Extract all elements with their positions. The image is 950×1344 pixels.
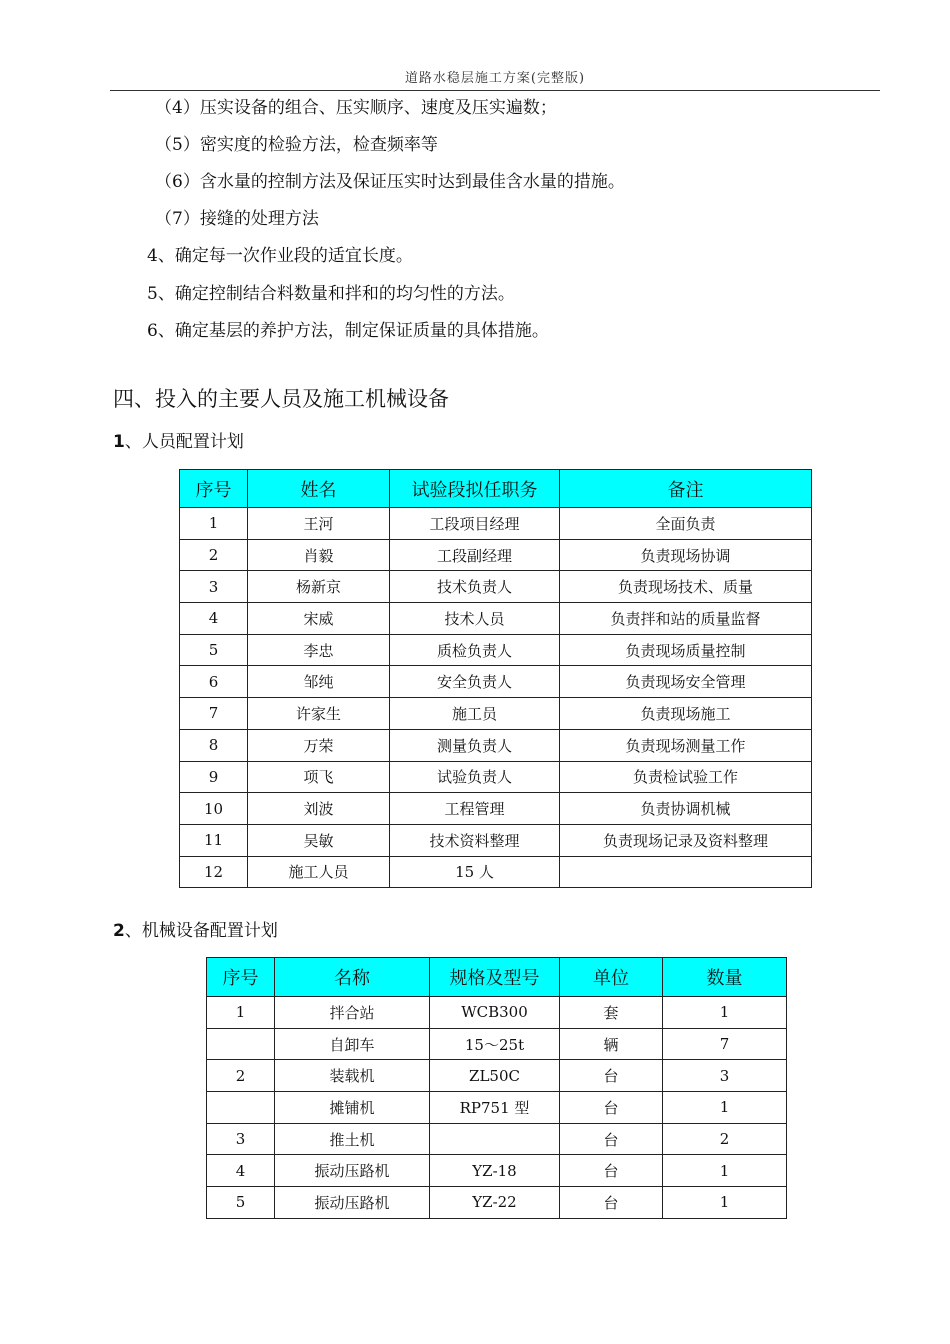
header-cell: 试验段拟任职务 (390, 470, 560, 508)
table-cell: 1 (207, 997, 275, 1029)
table-cell: 负责拌和站的质量监督 (560, 603, 812, 635)
table-row (180, 508, 812, 540)
table-cell: 万荣 (248, 729, 390, 761)
table-row (180, 571, 812, 603)
personnel-table (179, 469, 812, 888)
table-cell: 宋威 (248, 603, 390, 635)
table-cell: 工程管理 (390, 793, 560, 825)
table-cell: 5 (207, 1187, 275, 1219)
table-cell: 台 (560, 1123, 663, 1155)
table-cell: 15 人 (390, 856, 560, 888)
table-cell: 全面负责 (560, 508, 812, 540)
table-cell: 4 (180, 603, 248, 635)
table-cell: 自卸车 (275, 1028, 430, 1060)
table-cell: 台 (560, 1060, 663, 1092)
table-cell (207, 1028, 275, 1060)
header-cell: 序号 (180, 470, 248, 508)
table-row (180, 824, 812, 856)
header-cell: 名称 (275, 958, 430, 997)
table-row (207, 1060, 787, 1092)
table-row (207, 1155, 787, 1187)
page-header: 道路水稳层施工方案(完整版) (110, 70, 880, 91)
table-row (180, 856, 812, 888)
table-cell (430, 1123, 560, 1155)
table-row (180, 666, 812, 698)
table-cell: WCB300 (430, 997, 560, 1029)
table-cell: 2 (207, 1060, 275, 1092)
table-cell: 5 (180, 634, 248, 666)
table-cell: 负责协调机械 (560, 793, 812, 825)
table-cell: 台 (560, 1092, 663, 1124)
table-cell: 测量负责人 (390, 729, 560, 761)
table-cell: 2 (663, 1123, 787, 1155)
table-cell: 杨新京 (248, 571, 390, 603)
personnel-rows (180, 508, 812, 888)
table-cell: 1 (663, 1092, 787, 1124)
table-cell: 王河 (248, 508, 390, 540)
table-cell: 负责现场施工 (560, 698, 812, 730)
section-title: 四、投入的主要人员及施工机械设备 (113, 387, 449, 411)
table-cell: YZ-22 (430, 1187, 560, 1219)
table-cell: 负责检试验工作 (560, 761, 812, 793)
table-cell: 7 (663, 1028, 787, 1060)
table-cell (560, 856, 812, 888)
text-line: （6）含水量的控制方法及保证压实时达到最佳含水量的措施。 (155, 172, 625, 192)
personnel-number: 1 (113, 432, 125, 452)
table-row (207, 1028, 787, 1060)
table-cell: 负责现场技术、质量 (560, 571, 812, 603)
table-cell: 负责现场测量工作 (560, 729, 812, 761)
table-cell: 6 (180, 666, 248, 698)
table-cell: RP751 型 (430, 1092, 560, 1124)
table-cell: 振动压路机 (275, 1155, 430, 1187)
table-cell: 12 (180, 856, 248, 888)
table-cell: 肖毅 (248, 539, 390, 571)
table-row (207, 1092, 787, 1124)
table-cell: 技术资料整理 (390, 824, 560, 856)
header-cell: 数量 (663, 958, 787, 997)
header-cell: 单位 (560, 958, 663, 997)
table-row (180, 761, 812, 793)
table-cell: 15～25t (430, 1028, 560, 1060)
header-cell: 规格及型号 (430, 958, 560, 997)
personnel-title (113, 430, 244, 454)
table-cell: 8 (180, 729, 248, 761)
header-cell: 备注 (560, 470, 812, 508)
table-cell: 装载机 (275, 1060, 430, 1092)
table-row (207, 1123, 787, 1155)
table-cell: 刘波 (248, 793, 390, 825)
table-cell: 摊铺机 (275, 1092, 430, 1124)
equipment-rows (207, 997, 787, 1219)
equipment-number: 2 (113, 921, 125, 941)
table-row (180, 634, 812, 666)
table-cell: 辆 (560, 1028, 663, 1060)
table-cell: 拌合站 (275, 997, 430, 1029)
equipment-table (206, 957, 787, 1219)
text-line: （7）接缝的处理方法 (155, 209, 319, 229)
table-cell (207, 1092, 275, 1124)
table-header-row (207, 958, 787, 997)
text-line: （5）密实度的检验方法，检查频率等 (155, 135, 438, 155)
table-row (180, 539, 812, 571)
table-cell: 1 (663, 1155, 787, 1187)
table-cell: 11 (180, 824, 248, 856)
table-cell: 9 (180, 761, 248, 793)
table-cell: 1 (180, 508, 248, 540)
table-cell: 工段项目经理 (390, 508, 560, 540)
table-cell: 推土机 (275, 1123, 430, 1155)
text-line: 6、确定基层的养护方法，制定保证质量的具体措施。 (147, 321, 549, 341)
table-cell: ZL50C (430, 1060, 560, 1092)
table-cell: 振动压路机 (275, 1187, 430, 1219)
table-cell: 工段副经理 (390, 539, 560, 571)
table-cell: 台 (560, 1187, 663, 1219)
table-cell: 1 (663, 1187, 787, 1219)
table-cell: 3 (663, 1060, 787, 1092)
personnel-title-text: 、人员配置计划 (124, 432, 244, 452)
table-cell: 负责现场协调 (560, 539, 812, 571)
equipment-title-text: 、机械设备配置计划 (124, 921, 278, 941)
table-cell: 负责现场记录及资料整理 (560, 824, 812, 856)
table-cell: 负责现场安全管理 (560, 666, 812, 698)
table-header-row (180, 470, 812, 508)
table-row (180, 698, 812, 730)
table-cell: 质检负责人 (390, 634, 560, 666)
table-cell: 技术人员 (390, 603, 560, 635)
table-cell: 2 (180, 539, 248, 571)
table-cell: 套 (560, 997, 663, 1029)
table-cell: 安全负责人 (390, 666, 560, 698)
table-cell: 试验负责人 (390, 761, 560, 793)
table-cell: 李忠 (248, 634, 390, 666)
table-cell: 许家生 (248, 698, 390, 730)
table-cell: 施工员 (390, 698, 560, 730)
table-cell: 3 (180, 571, 248, 603)
table-cell: 3 (207, 1123, 275, 1155)
header-cell: 姓名 (248, 470, 390, 508)
text-line: 4、确定每一次作业段的适宜长度。 (147, 246, 413, 266)
table-cell: 1 (663, 997, 787, 1029)
table-cell: 台 (560, 1155, 663, 1187)
table-row (207, 997, 787, 1029)
equipment-title (113, 919, 278, 943)
table-cell: 吴敏 (248, 824, 390, 856)
table-cell: 4 (207, 1155, 275, 1187)
table-row (180, 603, 812, 635)
table-cell: 负责现场质量控制 (560, 634, 812, 666)
table-row (180, 729, 812, 761)
table-cell: 施工人员 (248, 856, 390, 888)
text-line: 5、确定控制结合料数量和拌和的均匀性的方法。 (147, 284, 515, 304)
table-cell: 10 (180, 793, 248, 825)
table-cell: 7 (180, 698, 248, 730)
text-line: （4）压实设备的组合、压实顺序、速度及压实遍数； (155, 98, 557, 118)
table-cell: 邹纯 (248, 666, 390, 698)
table-cell: YZ-18 (430, 1155, 560, 1187)
table-row (180, 793, 812, 825)
table-cell: 技术负责人 (390, 571, 560, 603)
table-row (207, 1187, 787, 1219)
header-cell: 序号 (207, 958, 275, 997)
table-cell: 项飞 (248, 761, 390, 793)
